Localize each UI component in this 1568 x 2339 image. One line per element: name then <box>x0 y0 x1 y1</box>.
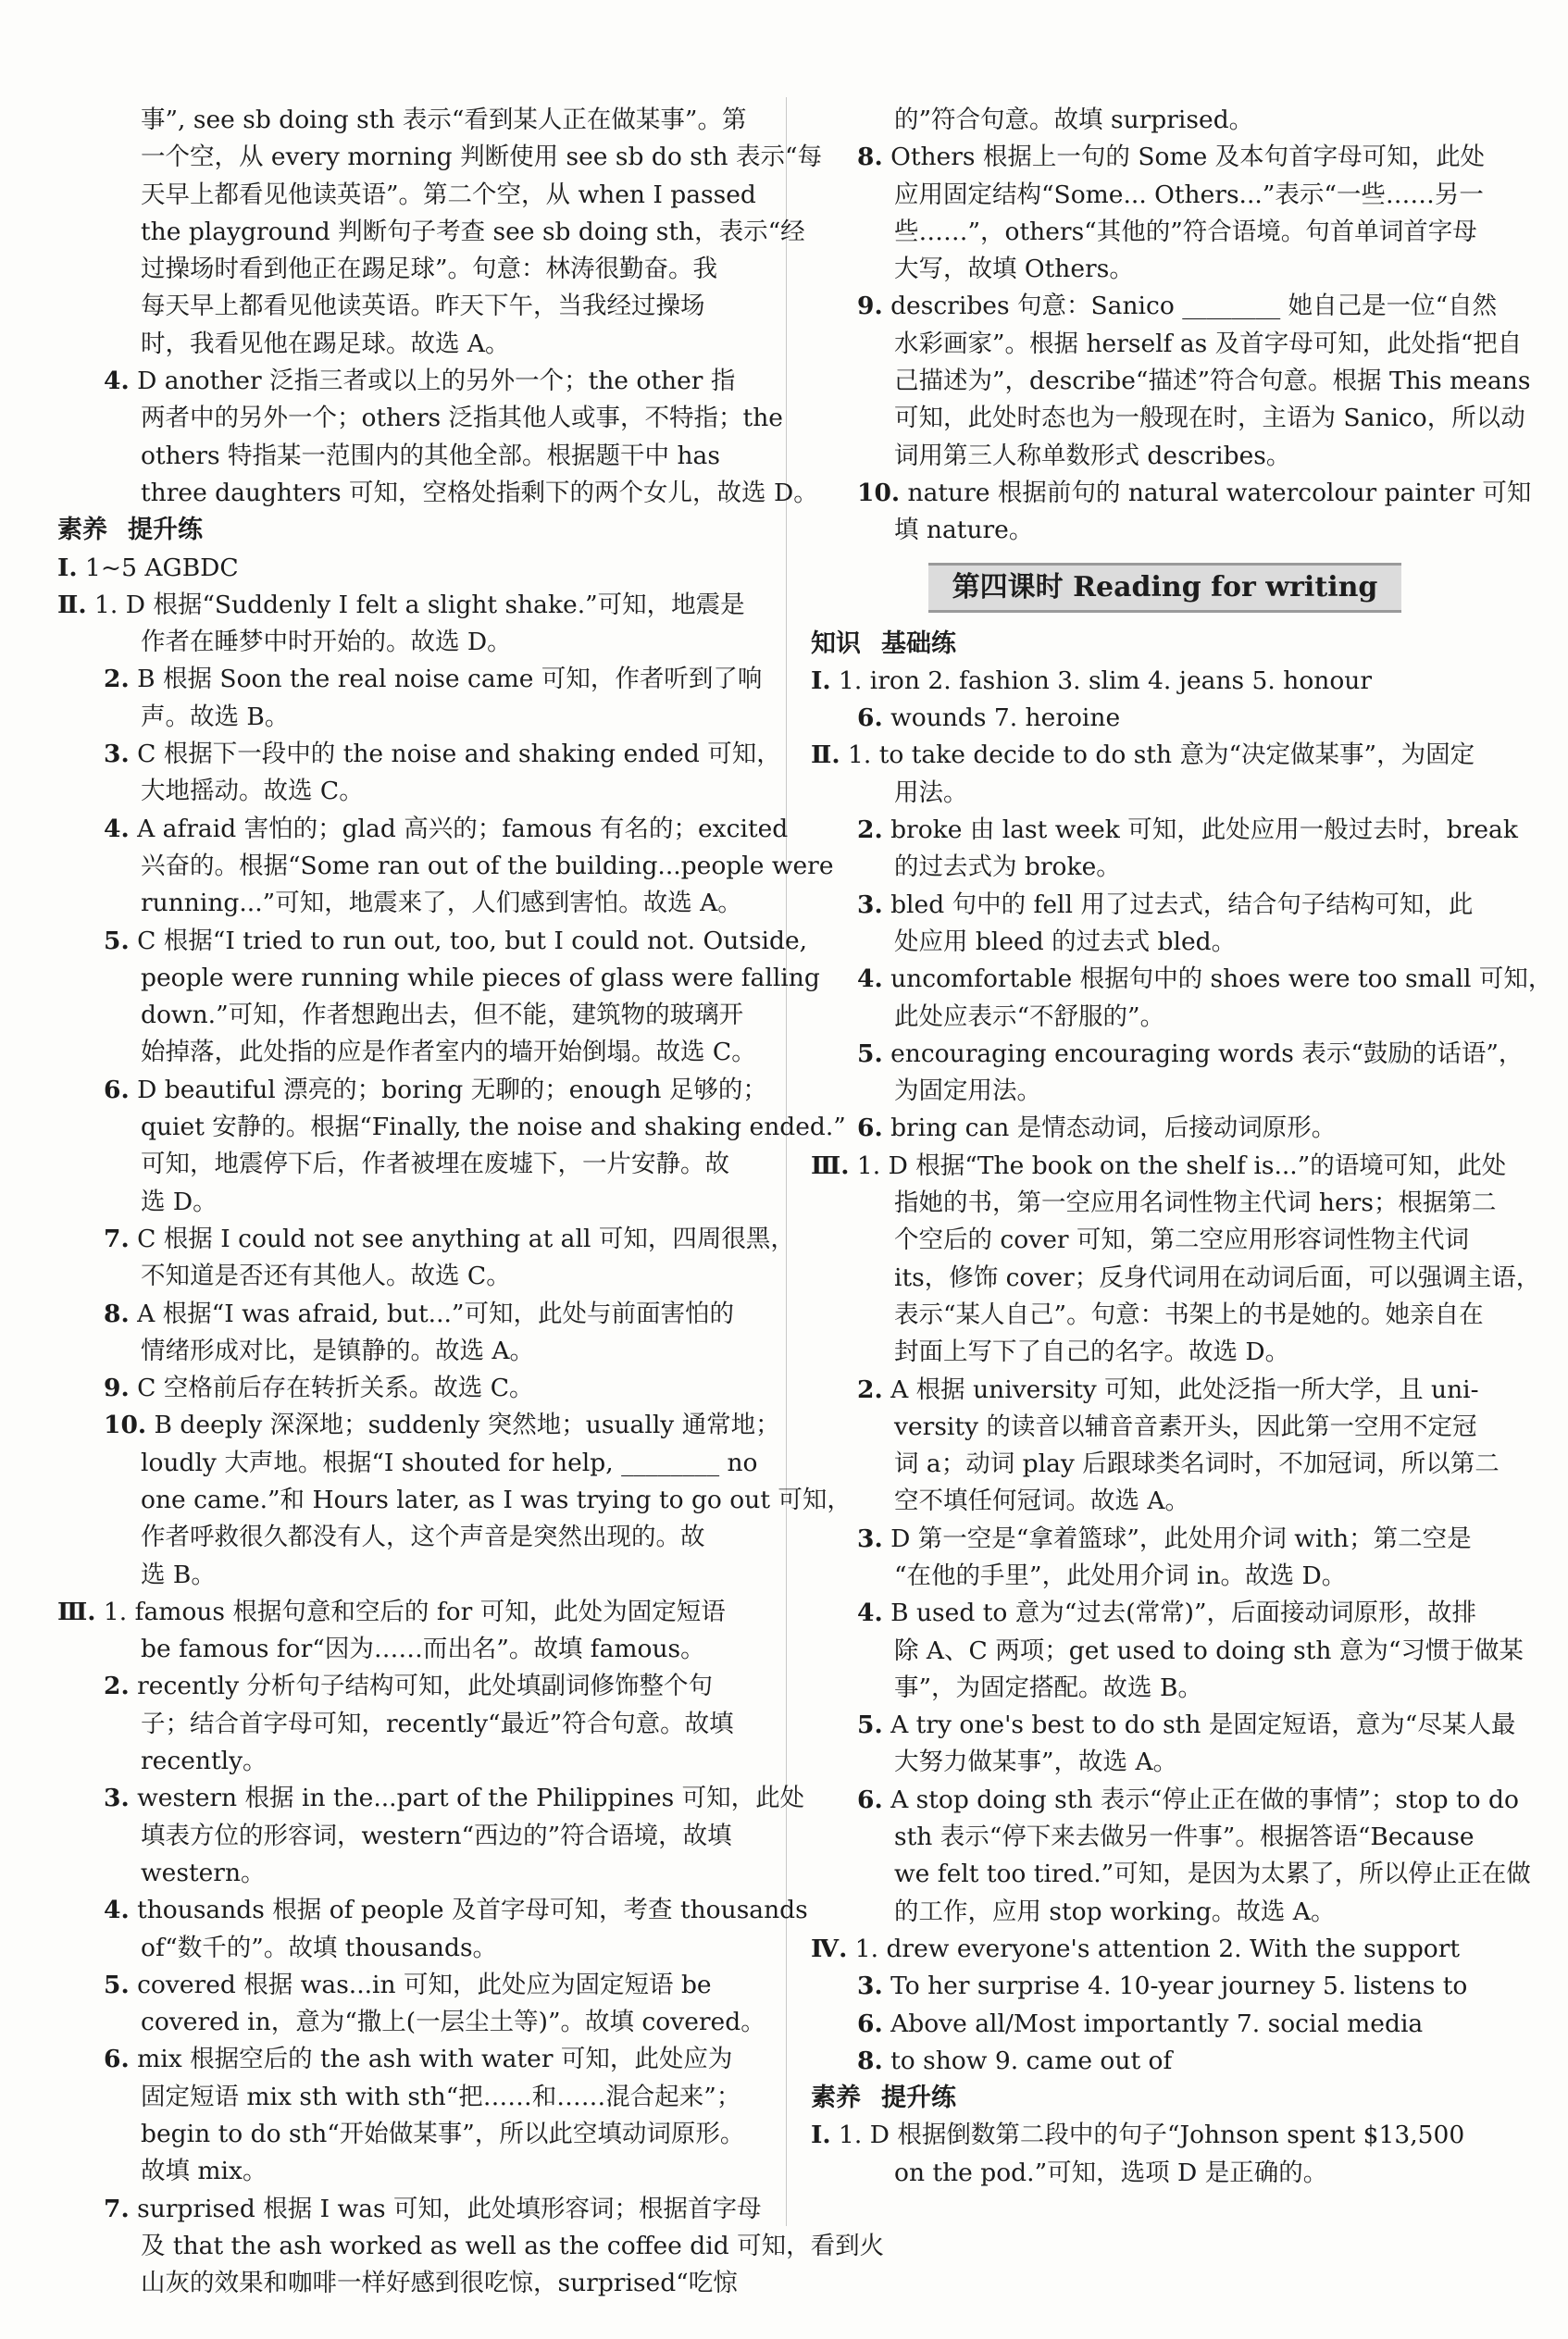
question-number: 3. <box>104 740 130 769</box>
answer-text: 选 D。 <box>141 1187 218 1216</box>
answer-line <box>57 661 763 698</box>
answer-line <box>57 1855 763 1892</box>
answer-text: 可知，此处时态也为一般现在时，主语为 Sanico，所以动 <box>894 404 1525 433</box>
answer-text: versity 的读音以辅音音素开头，因此第一空用不定冠 <box>894 1412 1477 1441</box>
answer-text: recently。 <box>141 1747 268 1776</box>
answer-line <box>57 1818 763 1855</box>
question-number: Ⅲ. <box>811 1151 850 1180</box>
answer-line <box>811 1409 1519 1446</box>
question-number: 4. <box>104 367 130 396</box>
lesson-title: Reading for writing <box>1073 570 1378 603</box>
answer-text: 此处应表示“不舒服的”。 <box>894 1002 1165 1031</box>
question-number: 6. <box>857 1785 883 1814</box>
answer-text: 词 a；动词 play 后跟球类名词时，不加冠词，所以第二 <box>894 1449 1500 1479</box>
answer-text: to show 9. came out of <box>882 2046 1173 2075</box>
answer-line <box>57 1892 808 1929</box>
answer-line <box>811 1148 1519 1185</box>
answer-text: 声。故选 B。 <box>141 702 290 731</box>
answer-text: A stop doing sth 表示“停止正在做的事情”；stop to do <box>882 1785 1519 1814</box>
answer-text: 1. drew everyone's attention 2. With the support <box>847 1934 1461 1963</box>
question-number: 5. <box>857 1711 883 1740</box>
question-number: 5. <box>104 926 130 955</box>
answer-line <box>57 1370 763 1407</box>
answer-line <box>57 736 781 773</box>
answer-line <box>57 923 808 960</box>
question-number: 2. <box>104 665 130 694</box>
answer-text: encouraging encouraging words 表示“鼓励的话语”， <box>882 1039 1524 1068</box>
answer-line <box>57 1296 763 1333</box>
question-number: 4. <box>104 1896 130 1925</box>
answer-line <box>57 997 763 1034</box>
answer-text: C 根据下一段中的 the noise and shaking ended 可知， <box>129 740 781 769</box>
answer-text: D beautiful 漂亮的；boring 无聊的；enough 足够的； <box>129 1075 767 1104</box>
answer-line <box>811 1819 1519 1856</box>
answer-line <box>811 1670 1519 1707</box>
answer-text: mix 根据空后的 the ash with water 可知，此处应为 <box>129 2045 733 2074</box>
answer-text: 的过去式为 broke。 <box>894 852 1121 882</box>
answer-text: D another 泛指三者或以上的另外一个；the other 指 <box>129 367 736 396</box>
section-heading-category: 素养 <box>811 2084 861 2113</box>
answer-text: recently 分析句子结构可知，此处填副词修饰整个句 <box>129 1672 714 1701</box>
answer-text: 子；结合首字母可知，recently“最近”符合句意。故填 <box>141 1709 734 1738</box>
answer-line <box>57 1258 763 1295</box>
answer-text: 处应用 bleed 的过去式 bled。 <box>894 927 1237 956</box>
answer-text: 山灰的效果和咖啡一样好感到很吃惊，surprised“吃惊 <box>141 2269 738 2298</box>
answer-line <box>57 1930 763 1967</box>
answer-text: one came.”和 Hours later, as I was trying to go out 可知， <box>141 1485 852 1514</box>
answer-text: B used to 意为“过去(常常)”，后面接动词原形，故排 <box>882 1599 1477 1628</box>
answer-text: 水彩画家”。根据 herself as 及首字母可知，此处指“把自 <box>894 329 1523 358</box>
answer-text: of“数千的”。故填 thousands。 <box>141 1933 498 1962</box>
question-number: 2. <box>857 815 883 845</box>
answer-text: “在他的手里”，此处用介词 in。故选 D。 <box>894 1561 1347 1590</box>
answer-line <box>811 102 1519 139</box>
answer-text: describes 句意：Sanico ________ 她自己是一位“自然 <box>882 292 1498 321</box>
answer-text: 事”, see sb doing sth 表示“看到某人正在做某事”。第 <box>141 106 747 134</box>
question-number: Ⅳ. <box>811 1934 848 1963</box>
answer-text: we felt too tired.”可知，是因为太累了，所以停止正在做 <box>894 1860 1531 1889</box>
answer-line <box>811 1744 1519 1781</box>
answer-line <box>57 960 820 997</box>
answer-text: western。 <box>141 1858 266 1887</box>
lesson-heading <box>928 563 1402 613</box>
answer-text: 除 A、C 两项；get used to doing sth 意为“习惯于做某 <box>894 1636 1524 1665</box>
answer-line <box>811 1558 1519 1595</box>
answer-text: 作者呼救很久都没有人，这个声音是突然出现的。故 <box>141 1523 705 1552</box>
answer-line <box>57 177 763 214</box>
answer-line <box>811 887 1519 924</box>
question-number: 3. <box>857 1972 883 2001</box>
question-number: 9. <box>857 292 883 321</box>
answer-text: To her surprise 4. 10-year journey 5. listens to <box>882 1972 1468 2001</box>
answer-line <box>811 438 1519 475</box>
answer-text: covered 根据 was...in 可知，此处应为固定短语 be <box>129 1970 712 1999</box>
answer-line <box>811 2155 1519 2192</box>
answer-text: A try one's best to do sth 是固定短语，意为“尽某人最 <box>882 1711 1516 1740</box>
answer-line <box>57 2079 763 2116</box>
lesson-heading-row <box>811 550 1519 626</box>
answer-text: 固定短语 mix sth with sth“把……和……混合起来”； <box>141 2082 741 2111</box>
answer-text: bring can 是情态动词，后接动词原形。 <box>882 1114 1337 1143</box>
answer-text: 应用固定结构“Some... Others...”表示“一些……另一 <box>894 180 1484 209</box>
answer-line <box>57 251 763 288</box>
answer-line <box>57 624 763 661</box>
answer-line <box>57 1706 763 1743</box>
answer-text: C 根据“I tried to run out, too, but I could not. Outside, <box>129 926 808 955</box>
answer-text: 指她的书，第一空应用名词性物主代词 hers；根据第二 <box>894 1188 1497 1218</box>
question-number: 5. <box>857 1039 883 1068</box>
answer-line <box>57 1109 846 1146</box>
answer-text: 封面上写下了自己的名字。故选 D。 <box>894 1337 1290 1367</box>
section-heading-category: 素养 <box>57 516 107 545</box>
answer-line <box>57 438 763 475</box>
answer-line <box>57 1407 780 1444</box>
answer-line <box>57 1146 763 1183</box>
answer-line <box>811 1185 1519 1222</box>
section-heading <box>811 2080 1519 2117</box>
answer-line <box>811 1222 1519 1259</box>
answer-line <box>811 2043 1519 2080</box>
question-number: 8. <box>857 2046 883 2075</box>
answer-text: 空不填任何冠词。故选 A。 <box>894 1487 1190 1516</box>
answer-text: surprised 根据 I was 可知，此处填形容词；根据首字母 <box>129 2194 762 2223</box>
answer-text: 过操场时看到他正在踢足球”。句意：林涛很勤奋。我 <box>141 255 718 284</box>
answer-text: 1. D 根据“Suddenly I felt a slight shake.”可知，地震是 <box>86 590 745 619</box>
answer-line <box>57 139 822 176</box>
question-number: 10. <box>104 1411 147 1440</box>
answer-line <box>57 1034 763 1071</box>
answer-line <box>57 326 763 363</box>
question-number: 10. <box>857 478 901 507</box>
answer-text: 选 B。 <box>141 1560 216 1589</box>
answer-text: running...”可知，地震来了，人们感到害怕。故选 A。 <box>141 889 742 918</box>
answer-text: three daughters 可知，空格处指剩下的两个女儿，故选 D。 <box>141 478 818 507</box>
answer-line <box>811 139 1519 176</box>
answer-text: D 第一空是“拿着篮球”，此处用介词 with；第二空是 <box>882 1524 1472 1553</box>
answer-line <box>811 999 1519 1036</box>
answer-text: 大写，故填 Others。 <box>894 255 1134 284</box>
answer-line <box>811 1633 1524 1670</box>
answer-line <box>57 1519 763 1556</box>
answer-text: 兴奋的。根据“Some ran out of the building...people were <box>141 851 834 880</box>
answer-text: 每天早上都看见他读英语。昨天下午，当我经过操场 <box>141 292 705 321</box>
answer-text: A 根据“I was afraid, but...”可知，此处与前面害怕的 <box>129 1299 734 1328</box>
answer-line <box>57 363 763 400</box>
answer-line <box>811 1334 1519 1371</box>
answer-line <box>811 1483 1519 1520</box>
answer-line <box>811 1894 1519 1931</box>
answer-line <box>811 2117 1519 2154</box>
lesson-number: 第四课时 <box>952 570 1064 603</box>
question-number: Ⅱ. <box>57 590 87 619</box>
answer-text: 表示“某人自己”。句意：书架上的书是她的。她亲自在 <box>894 1300 1484 1329</box>
answer-text: 1. D 根据“The book on the shelf is...”的语境可知，此处 <box>849 1151 1507 1180</box>
answer-text: 些……”，others“其他的”符合语境。句首单词首字母 <box>894 217 1477 246</box>
answer-line <box>811 924 1519 961</box>
answer-line <box>811 177 1519 214</box>
question-number: 9. <box>104 1374 130 1403</box>
answer-text: 为固定用法。 <box>894 1076 1041 1106</box>
question-number: 2. <box>104 1672 130 1701</box>
answer-line <box>811 961 1553 998</box>
answer-text: its，修饰 cover；反身代词用在动词后面，可以强调主语， <box>894 1263 1541 1292</box>
answer-line <box>57 811 789 848</box>
answer-line <box>57 1743 763 1780</box>
answer-text: 天早上都看见他读英语”。第二个空，从 when I passed <box>141 180 756 209</box>
answer-text: 的”符合句意。故填 surprised。 <box>894 106 1254 134</box>
answer-text: 大努力做某事”，故选 A。 <box>894 1748 1178 1777</box>
section-heading <box>57 512 763 549</box>
answer-text: 可知，地震停下后，作者被埋在废墟下，一片安静。故 <box>141 1150 729 1179</box>
answer-text: 填 nature。 <box>894 516 1034 545</box>
answer-text: 己描述为”，describe“描述”符合句意。根据 This means <box>894 367 1531 396</box>
answer-line <box>57 1482 852 1519</box>
answer-text: 词用第三人称单数形式 describes。 <box>894 441 1291 470</box>
answer-line <box>57 400 783 437</box>
answer-text: A 根据 university 可知，此处泛指一所大学，且 uni- <box>882 1375 1479 1404</box>
answer-text: loudly 大声地。根据“I shouted for help, ________ no <box>141 1448 758 1477</box>
answer-line <box>57 1668 763 1705</box>
answer-line <box>811 475 1532 512</box>
answer-text: 1~5 AGBDC <box>77 553 239 582</box>
answer-line <box>811 1372 1519 1409</box>
answer-text: 1. famous 根据句意和空后的 for 可知，此处为固定短语 <box>95 1597 726 1626</box>
answer-line <box>57 1780 805 1817</box>
answer-line <box>811 1931 1519 1968</box>
answer-text: 填表方位的形容词，western“西边的”符合语境，故填 <box>141 1821 732 1850</box>
answer-line <box>811 1036 1524 1073</box>
question-number: Ⅱ. <box>811 740 840 770</box>
question-number: 6. <box>857 2009 883 2038</box>
answer-text: covered in，意为“撒上(一层尘土等)”。故填 covered。 <box>141 2008 765 2037</box>
question-number: 3. <box>857 1524 883 1553</box>
answer-text: 始掉落，此处指的应是作者室内的墙开始倒塌。故选 C。 <box>141 1038 756 1067</box>
answer-text: 及 that the ash worked as well as the coffee did 可知，看到火 <box>141 2231 885 2260</box>
answer-line <box>57 102 763 139</box>
question-number: 7. <box>104 1224 130 1253</box>
question-number: Ⅲ. <box>57 1597 96 1626</box>
answer-line <box>811 1260 1541 1297</box>
answer-text: begin to do sth“开始做某事”，所以此空填动词原形。 <box>141 2120 745 2149</box>
answer-text: 两者中的另外一个；others 泛指其他人或事，不特指；the <box>141 404 783 433</box>
question-number: 7. <box>104 2194 130 2223</box>
answer-text: 的工作，应用 stop working。故选 A。 <box>894 1897 1336 1926</box>
question-number: 2. <box>857 1375 883 1404</box>
answer-line <box>811 1446 1519 1483</box>
answer-line <box>811 812 1519 849</box>
answer-text: C 空格前后存在转折关系。故选 C。 <box>129 1374 534 1403</box>
question-number: Ⅰ. <box>57 553 78 582</box>
answer-line <box>57 587 763 624</box>
answer-line <box>811 214 1519 251</box>
answer-line <box>811 775 1519 812</box>
answer-line <box>811 700 1519 737</box>
answer-line <box>811 2006 1519 2043</box>
answer-line <box>811 849 1519 886</box>
question-number: 6. <box>857 703 883 733</box>
answer-line <box>811 1707 1519 1744</box>
answer-text: broke 由 last week 可知，此处应用一般过去时，break <box>882 815 1518 845</box>
answer-line <box>57 214 805 251</box>
answer-line <box>57 885 763 922</box>
answer-text: people were running while pieces of glass were falling <box>141 963 820 992</box>
answer-text: 作者在睡梦中时开始的。故选 D。 <box>141 628 512 657</box>
answer-line <box>57 1594 763 1631</box>
answer-text: 时，我看见他在踢足球。故选 A。 <box>141 329 510 358</box>
section-heading-title: 提升练 <box>128 516 203 545</box>
answer-line <box>57 848 834 885</box>
answer-text: 用法。 <box>894 778 968 807</box>
answer-text: the playground 判断句子考查 see sb doing sth，表示“经 <box>141 217 805 246</box>
answer-line <box>811 1073 1519 1110</box>
question-number: 5. <box>104 1970 130 1999</box>
question-number: 6. <box>104 2045 130 2074</box>
answer-text: B deeply 深深地；suddenly 突然地；usually 通常地； <box>146 1411 780 1440</box>
answer-line <box>811 326 1523 363</box>
answer-line <box>811 1968 1519 2005</box>
answer-text: B 根据 Soon the real noise came 可知，作者听到了响 <box>129 665 763 694</box>
answer-text: 1. iron 2. fashion 3. slim 4. jeans 5. honour <box>830 666 1373 695</box>
answer-text: 1. to take decide to do sth 意为“决定做某事”，为固定 <box>840 740 1475 770</box>
answer-text: 不知道是否还有其他人。故选 C。 <box>141 1262 511 1291</box>
section-heading-category: 知识 <box>811 628 861 658</box>
question-number: 4. <box>104 814 130 843</box>
answer-text: 个空后的 cover 可知，第二空应用形容词性物主代词 <box>894 1225 1469 1255</box>
answer-line <box>811 1521 1519 1558</box>
answer-line <box>57 2265 763 2302</box>
question-number: 8. <box>857 143 883 172</box>
answer-line <box>811 737 1519 774</box>
answer-line <box>811 1856 1531 1893</box>
answer-line <box>57 2116 763 2153</box>
section-heading-title: 提升练 <box>881 2084 956 2113</box>
question-number: 3. <box>104 1784 130 1813</box>
answer-line <box>811 1110 1519 1147</box>
answer-text: Others 根据上一句的 Some 及本句首字母可知，此处 <box>882 143 1486 172</box>
answer-text: nature 根据前句的 natural watercolour painter 可知 <box>900 478 1532 507</box>
answer-text: others 特指某一范围内的其他全部。根据题干中 has <box>141 441 720 470</box>
section-heading <box>811 626 1519 663</box>
question-number: Ⅰ. <box>811 666 831 695</box>
answer-line <box>57 2191 763 2228</box>
question-number: 8. <box>104 1299 130 1328</box>
answer-line <box>57 2041 763 2078</box>
right-column <box>811 102 1553 2192</box>
answer-line <box>57 1631 763 1668</box>
answer-line <box>811 1595 1519 1632</box>
answer-line <box>57 2228 885 2265</box>
answer-line <box>57 1072 767 1109</box>
question-number: 3. <box>857 890 883 919</box>
question-number: 4. <box>857 1599 883 1628</box>
answer-text: wounds 7. heroine <box>882 703 1121 733</box>
answer-line <box>811 363 1531 400</box>
answer-text: A afraid 害怕的；glad 高兴的；famous 有名的；excited <box>129 814 789 843</box>
answer-text: C 根据 I could not see anything at all 可知，四周很黑， <box>129 1224 795 1253</box>
answer-text: sth 表示“停下来去做另一件事”。根据答语“Because <box>894 1823 1475 1852</box>
question-number: 6. <box>104 1075 130 1104</box>
answer-text: down.”可知，作者想跑出去，但不能，建筑物的玻璃开 <box>141 1001 744 1030</box>
question-number: 6. <box>857 1114 883 1143</box>
answer-line <box>57 2004 763 2041</box>
answer-text: Above all/Most importantly 7. social media <box>882 2009 1424 2038</box>
answer-text: thousands 根据 of people 及首字母可知，考查 thousands <box>129 1896 808 1925</box>
answer-line <box>57 1221 795 1258</box>
answer-text: 一个空，从 every morning 判断使用 see sb do sth 表示“每 <box>141 143 822 172</box>
answer-line <box>57 1557 763 1594</box>
answer-line <box>57 1445 763 1482</box>
answer-text: western 根据 in the...part of the Philippines 可知，此处 <box>129 1784 805 1813</box>
answer-text: 大地摇动。故选 C。 <box>141 777 364 806</box>
answer-line <box>811 288 1519 325</box>
question-number: 4. <box>857 964 883 994</box>
answer-text: quiet 安静的。根据“Finally, the noise and shaking ended.” <box>141 1113 846 1142</box>
answer-text: on the pod.”可知，选项 D 是正确的。 <box>894 2158 1328 2187</box>
question-number: Ⅰ. <box>811 2121 831 2150</box>
answer-line <box>57 288 763 325</box>
answer-line <box>57 1967 763 2004</box>
answer-text: 情绪形成对比，是镇静的。故选 A。 <box>141 1336 535 1365</box>
answer-line <box>57 2153 763 2190</box>
answer-line <box>811 251 1519 288</box>
answer-line <box>811 1782 1519 1819</box>
answer-text: be famous for“因为……而出名”。故填 famous。 <box>141 1635 705 1664</box>
answer-line <box>57 773 763 810</box>
answer-text: uncomfortable 根据句中的 shoes were too small 可知， <box>882 964 1553 994</box>
answer-text: 事”，为固定搭配。故选 B。 <box>894 1673 1202 1702</box>
answer-line <box>57 475 818 512</box>
answer-line <box>57 550 763 587</box>
answer-line <box>57 699 763 736</box>
answer-line <box>57 1333 763 1370</box>
answer-line <box>811 512 1519 549</box>
section-heading-title: 基础练 <box>881 628 956 658</box>
answer-line <box>57 1184 763 1221</box>
answer-text: bled 句中的 fell 用了过去式，结合句子结构可知，此 <box>882 890 1474 919</box>
answer-line <box>811 663 1519 700</box>
answer-text: 1. D 根据倒数第二段中的句子“Johnson spent $13,500 <box>830 2121 1465 2150</box>
answer-text: 故填 mix。 <box>141 2157 268 2186</box>
answer-line <box>811 1297 1519 1334</box>
answer-line <box>811 400 1525 437</box>
